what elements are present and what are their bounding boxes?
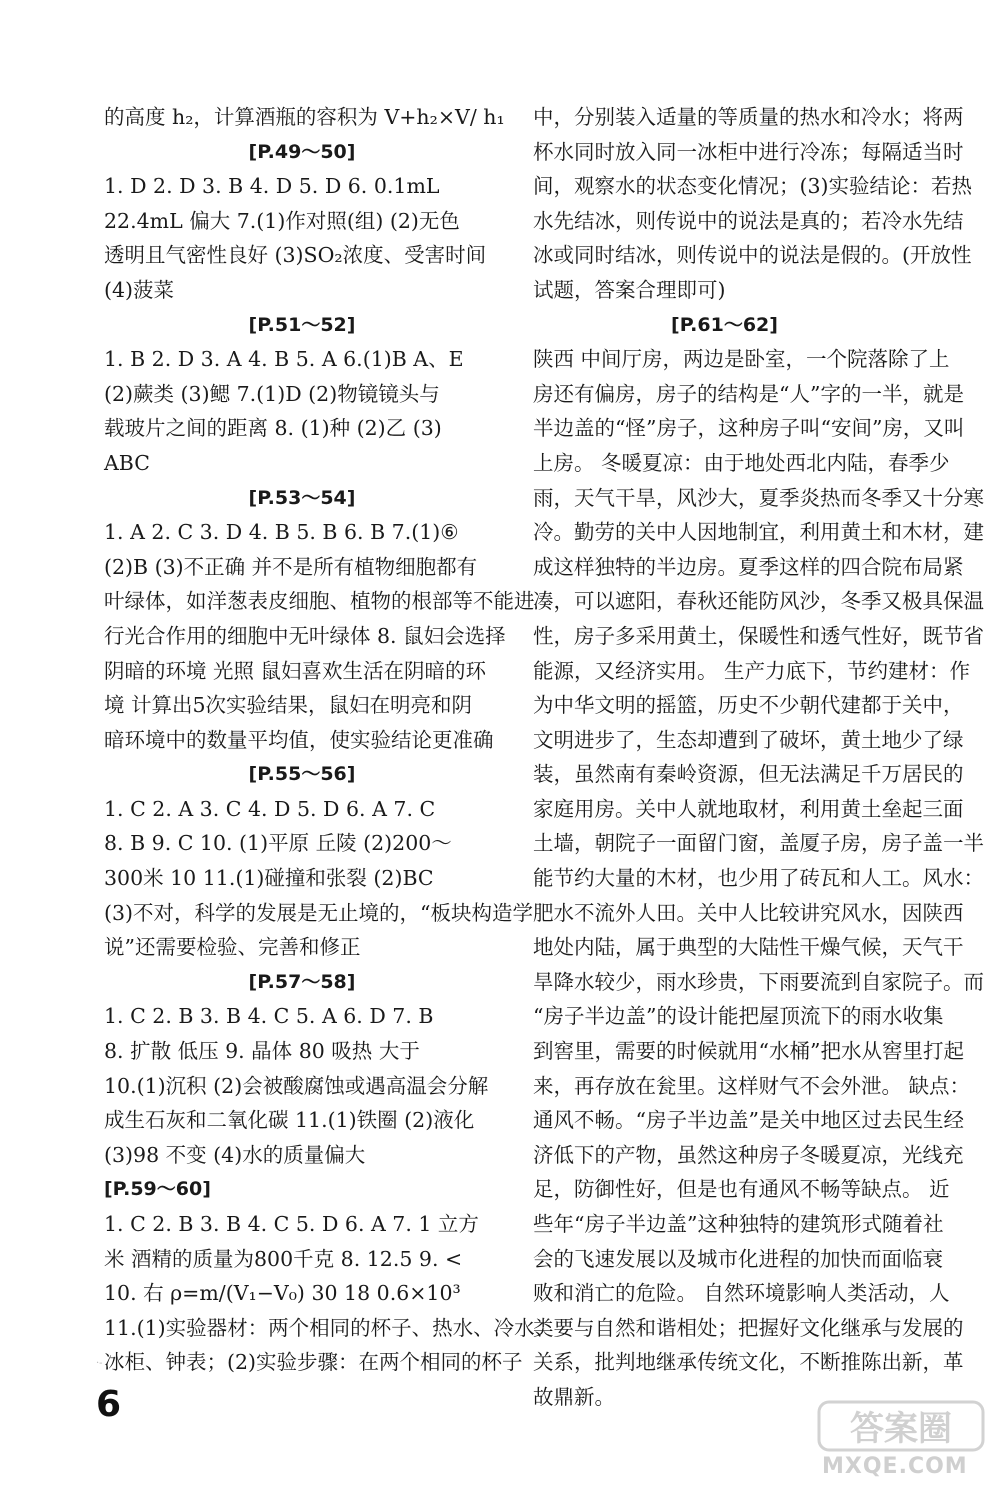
text-line: 米 酒精的质量为800千克 8. 12.5 9. < [104, 1246, 463, 1271]
text-line: (2)B (3)不正确 并不是所有植物细胞都有 [104, 554, 478, 579]
text-line: 会的飞速发展以及城市化进程的加快而面临衰 [533, 1246, 943, 1271]
text-line: 装，虽然南有秦岭资源，但无法满足千万居民的 [533, 762, 964, 787]
text-line: 性，房子多采用黄土，保暖性和透气性好，既节省 [533, 623, 984, 648]
text-line: 22.4mL 偏大 7.(1)作对照(组) (2)无色 [104, 208, 460, 233]
text-line: 通风不畅。“房子半边盖”是关中地区过去民生经 [533, 1108, 964, 1133]
text-line: 足，防御性好，但是也有通风不畅等缺点。 近 [533, 1177, 950, 1202]
text-line: 上房。 冬暖夏凉：由于地处西北内陆，春季少 [533, 450, 950, 475]
text-line: 地处内陆，属于典型的大陆性干燥气候，天气干 [533, 935, 964, 960]
text-line: 间，观察水的状态变化情况；(3)实验结论：若热 [533, 174, 973, 199]
text-line: 冷。勤劳的关中人因地制宜，利用黄土和木材，建 [533, 520, 984, 545]
text-line: (3)98 不变 (4)水的质量偏大 [104, 1142, 366, 1167]
text-line: 能节约大量的木材，也少用了砖瓦和人工。风水： [533, 866, 984, 891]
text-line: 说”还需要检验、完善和修正 [104, 935, 361, 960]
text-line: 杯水同时放入同一冰柜中进行冷冻；每隔适当时 [533, 139, 964, 164]
text-line: 境 计算出5次实验结果，鼠妇在明亮和阴 [104, 693, 473, 718]
text-line: (3)不对，科学的发展是无止境的，“板块构造学 [104, 900, 534, 925]
text-line: 中，分别装入适量的等质量的热水和冷水；将两 [533, 105, 964, 129]
text-line: 冰或同时结冰，则传说中的说法是假的。(开放性 [533, 243, 972, 268]
text-line: 凑，可以遮阳，春秋还能防风沙，冬季又极具保温 [533, 589, 984, 614]
section-heading: [P.61～62] [671, 313, 778, 336]
text-line: 来，再存放在瓮里。这样财气不会外泄。 缺点： [533, 1073, 971, 1098]
text-line: 雨，天气干旱，风沙大，夏季炎热而冬季又十分寒 [533, 485, 984, 510]
text-line: 叶绿体，如洋葱表皮细胞、植物的根部等不能进 [104, 589, 535, 614]
text-line: 1. C 2. B 3. B 4. C 5. D 6. A 7. 1 立方 [104, 1212, 479, 1236]
text-line: 1. C 2. B 3. B 4. C 5. A 6. D 7. B [104, 1004, 434, 1029]
text-line: 行光合作用的细胞中无叶绿体 8. 鼠妇会选择 [104, 623, 506, 648]
text-line: 济低下的产物，虽然这种房子冬暖夏凉，光线充 [533, 1142, 964, 1167]
text-line: 家庭用房。关中人就地取材，利用黄土垒起三面 [533, 796, 964, 821]
text-line: 到窖里，需要的时候就用“水桶”把水从窖里打起 [533, 1039, 964, 1064]
text-line: 能源，又经济实用。 生产力底下，节约建材：作 [533, 658, 971, 683]
text-line: (4)菠菜 [104, 277, 175, 302]
page-number: 6 [96, 1384, 122, 1425]
section-heading: [P.59～60] [104, 1178, 211, 1201]
text-line: 水先结冰，则传说中的说法是真的；若冷水先结 [533, 208, 964, 233]
text-line: ABC [104, 450, 150, 475]
text-line: (2)蕨类 (3)鳃 7.(1)D (2)物镜镜头与 [104, 381, 440, 406]
text-line: 1. C 2. A 3. C 4. D 5. D 6. A 7. C [104, 796, 436, 821]
text-line: 阴暗的环境 光照 鼠妇喜欢生活在阴暗的环 [104, 658, 487, 683]
text-line: 11.(1)实验器材：两个相同的杯子、热水、冷水、 [104, 1315, 556, 1340]
text-line: 透明且气密性良好 (3)SO₂浓度、受害时间 [104, 243, 487, 268]
section-heading: [P.55～56] [248, 763, 356, 786]
text-line: 旱降水较少，雨水珍贵，下雨要流到自家院子。而 [533, 969, 984, 994]
text-line: 试题，答案合理即可) [533, 277, 726, 302]
text-line: 肥水不流外人田。关中人比较讲究风水，因陕西 [533, 900, 964, 925]
text-line: 1. D 2. D 3. B 4. D 5. D 6. 0.1mL [104, 174, 440, 199]
text-line: 300米 10 11.(1)碰撞和张裂 (2)BC [104, 866, 434, 891]
text-line: 陕西 中间厅房，两边是卧室，一个院落除了上 [533, 347, 950, 372]
left-column [104, 100, 556, 1380]
text-line: 暗环境中的数量平均值，使实验结论更准确 [104, 727, 494, 752]
text-line: 半边盖的“怪”房子，这种房子叫“安间”房，又叫 [533, 416, 965, 441]
section-heading: [P.51～52] [248, 313, 356, 336]
text-line: 为中华文明的摇篮，历史不少朝代建都于关中， [533, 693, 964, 718]
watermark-url: MXQE.COM [822, 1454, 968, 1479]
text-line: 1. A 2. C 3. D 4. B 5. B 6. B 7.(1)⑥ [104, 520, 459, 545]
section-heading: [P.53～54] [248, 486, 356, 509]
text-line: 关系，批判地继承传统文化，不断推陈出新，革 [533, 1350, 964, 1375]
text-line: 成生石灰和二氧化碳 11.(1)铁圈 (2)液化 [104, 1108, 475, 1133]
text-line: 故鼎新。 [533, 1384, 615, 1409]
right-column [533, 100, 984, 1415]
text-line: 冰柜、钟表；(2)实验步骤：在两个相同的杯子 [104, 1350, 523, 1375]
text-line: 些年“房子半边盖”这种独特的建筑形式随着社 [533, 1212, 944, 1236]
text-line: 文明进步了，生态却遭到了破坏，黄土地少了绿 [533, 727, 964, 752]
watermark-logo [818, 1398, 984, 1454]
section-heading: [P.57～58] [248, 970, 356, 993]
text-line: 房还有偏房，房子的结构是“人”字的一半，就是 [533, 381, 964, 406]
text-line: “房子半边盖”的设计能把屋顶流下的雨水收集 [533, 1004, 944, 1029]
text-line: 成这样独特的半边房。夏季这样的四合院布局紧 [533, 554, 964, 579]
text-line: 类要与自然和谐相处；把握好文化继承与发展的 [533, 1315, 964, 1340]
margin-mark: ·- [96, 1358, 103, 1369]
text-line: 10. 右 ρ=m/(V₁−V₀) 30 18 0.6×10³ [104, 1281, 461, 1306]
text-line: 土墙，朝院子一面留门窗，盖厦子房，房子盖一半 [533, 831, 984, 856]
text-line: 1. B 2. D 3. A 4. B 5. A 6.(1)B A、E [104, 347, 464, 372]
text-line: 8. 扩散 低压 9. 晶体 80 吸热 大于 [104, 1039, 420, 1064]
text-line: 败和消亡的危险。 自然环境影响人类活动，人 [533, 1281, 950, 1306]
section-heading: [P.49～50] [248, 140, 356, 163]
text-line: 10.(1)沉积 (2)会被酸腐蚀或遇高温会分解 [104, 1073, 489, 1098]
text-line: 8. B 9. C 10. (1)平原 丘陵 (2)200～ [104, 831, 452, 856]
text-line: 载玻片之间的距离 8. (1)种 (2)乙 (3) [104, 416, 442, 441]
watermark-logo-text: 答案圈 [850, 1409, 952, 1449]
text-line: 的高度 h₂，计算酒瓶的容积为 V+h₂×V/ h₁ [104, 105, 505, 129]
